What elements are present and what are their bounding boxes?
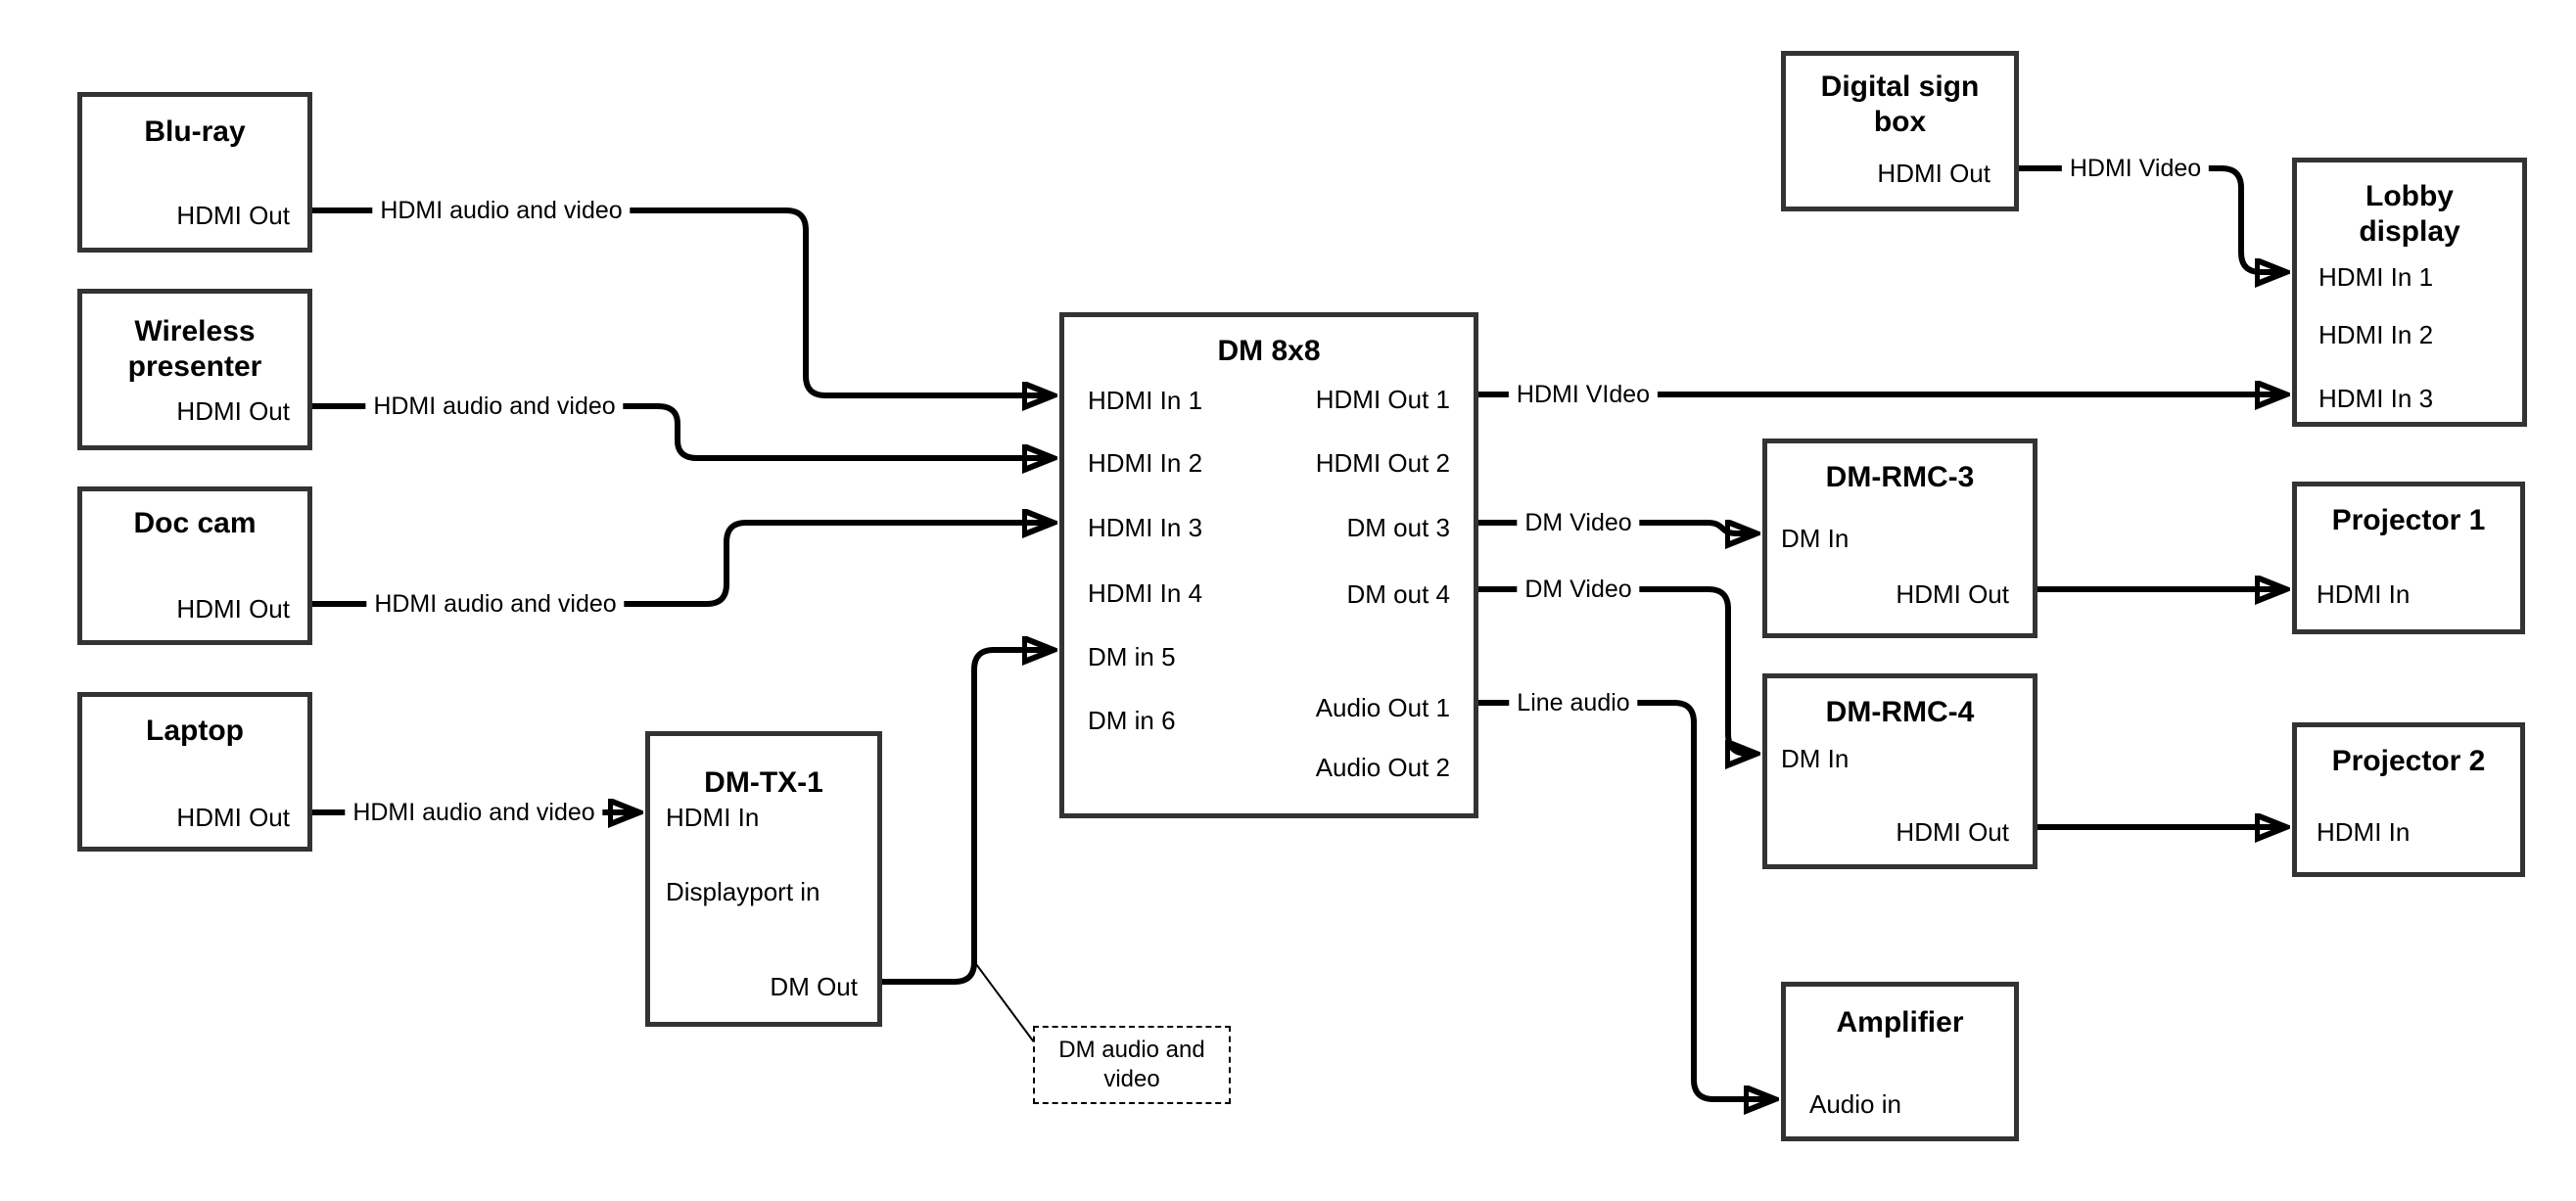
node-lobby-display: [2292, 158, 2527, 427]
label-doccam-link: HDMI audio and video: [366, 589, 624, 619]
node-dm8x8: [1059, 312, 1478, 818]
node-digital-sign-box-title: Digital sign box: [1820, 70, 1980, 138]
node-dmtx1: [645, 731, 882, 1027]
port-lobby-hdmi-in-1: HDMI In 1: [2318, 262, 2434, 292]
node-dmrmc3-title: DM-RMC-3: [1825, 461, 1975, 493]
port-bluray-hdmi-out: HDMI Out: [176, 201, 290, 230]
port-dm8x8-audio-out-2: Audio Out 2: [1315, 753, 1450, 782]
port-dm8x8-hdmi-in-1: HDMI In 1: [1088, 386, 1203, 415]
port-dm8x8-hdmi-in-3: HDMI In 3: [1088, 513, 1203, 542]
port-dm8x8-dm-in-5: DM in 5: [1088, 642, 1176, 671]
label-audio-out1-link: Line audio: [1509, 688, 1637, 717]
port-dmrmc4-dm-in: DM In: [1781, 744, 1850, 773]
port-projector1-hdmi-in: HDMI In: [2317, 579, 2411, 609]
port-dm8x8-hdmi-in-4: HDMI In 4: [1088, 578, 1203, 608]
label-laptop-link: HDMI audio and video: [345, 798, 602, 827]
node-laptop: [77, 692, 312, 852]
port-dmtx1-hdmi-in: HDMI In: [666, 803, 760, 832]
port-projector2-hdmi-in: HDMI In: [2317, 817, 2411, 847]
port-dm8x8-hdmi-in-2: HDMI In 2: [1088, 448, 1203, 478]
node-dmrmc4: [1762, 673, 2037, 869]
label-dm-out3-link: DM Video: [1517, 508, 1639, 537]
port-wireless-hdmi-out: HDMI Out: [176, 396, 290, 426]
port-dmtx1-displayport-in: Displayport in: [666, 877, 820, 906]
port-dm8x8-audio-out-1: Audio Out 1: [1315, 693, 1450, 722]
port-dmrmc3-hdmi-out: HDMI Out: [1896, 579, 2009, 609]
label-hdmi-out1-link: HDMI VIdeo: [1509, 380, 1658, 409]
node-wireless-presenter: [77, 289, 312, 450]
note-dm-audio-and-video: DM audio and video: [1033, 1026, 1231, 1104]
node-bluray: [77, 92, 312, 253]
node-dm8x8-title: DM 8x8: [1217, 335, 1321, 367]
node-projector1-title: Projector 1: [2331, 504, 2486, 536]
node-bluray-title: Blu-ray: [144, 115, 246, 148]
port-doccam-hdmi-out: HDMI Out: [176, 594, 290, 624]
port-lobby-hdmi-in-3: HDMI In 3: [2318, 384, 2434, 413]
port-dmtx1-dm-out: DM Out: [770, 972, 858, 1001]
node-lobby-display-title: Lobby display: [2359, 180, 2460, 248]
port-dm8x8-dm-out-4: DM out 4: [1346, 579, 1450, 609]
node-digital-sign-box: [1781, 51, 2019, 211]
node-doccam-title: Doc cam: [133, 507, 257, 539]
connector-digital-sign-to-lobby-hdmi-in-1: [2019, 168, 2284, 272]
note-leader-line: [976, 964, 1035, 1043]
label-bluray-link: HDMI audio and video: [372, 196, 630, 225]
node-doccam: [77, 486, 312, 645]
connector-bluray-to-dm8x8-hdmi-in-1: [312, 210, 1052, 395]
label-digital-sign-link: HDMI Video: [2062, 154, 2209, 183]
node-laptop-title: Laptop: [146, 715, 244, 747]
node-dmrmc4-title: DM-RMC-4: [1825, 696, 1975, 728]
port-lobby-hdmi-in-2: HDMI In 2: [2318, 320, 2434, 349]
connector-dm8x8-dm-out-4-to-dmrmc4: [1478, 589, 1755, 754]
node-projector2: [2292, 722, 2525, 877]
port-dm8x8-hdmi-out-2: HDMI Out 2: [1315, 448, 1450, 478]
node-dmrmc3: [1762, 439, 2037, 638]
connector-dmtx1-to-dm8x8-dm-in-5: [882, 650, 1052, 982]
node-projector2-title: Projector 2: [2331, 745, 2486, 777]
port-dmrmc4-hdmi-out: HDMI Out: [1896, 817, 2009, 847]
port-amplifier-audio-in: Audio in: [1809, 1089, 1901, 1119]
connector-dm8x8-audio-out-1-to-amplifier: [1478, 703, 1773, 1099]
label-wireless-link: HDMI audio and video: [365, 392, 623, 421]
port-dm8x8-dm-in-6: DM in 6: [1088, 706, 1176, 735]
label-dm-out4-link: DM Video: [1517, 575, 1639, 604]
node-projector1: [2292, 482, 2525, 634]
node-amplifier-title: Amplifier: [1836, 1006, 1964, 1039]
node-wireless-presenter-title: Wireless presenter: [127, 315, 262, 383]
port-laptop-hdmi-out: HDMI Out: [176, 803, 290, 832]
port-dm8x8-hdmi-out-1: HDMI Out 1: [1315, 385, 1450, 414]
port-dmrmc3-dm-in: DM In: [1781, 524, 1850, 553]
node-amplifier: [1781, 982, 2019, 1141]
port-dm8x8-dm-out-3: DM out 3: [1346, 513, 1450, 542]
node-dmtx1-title: DM-TX-1: [704, 766, 823, 799]
port-digital-sign-hdmi-out: HDMI Out: [1877, 159, 1991, 188]
